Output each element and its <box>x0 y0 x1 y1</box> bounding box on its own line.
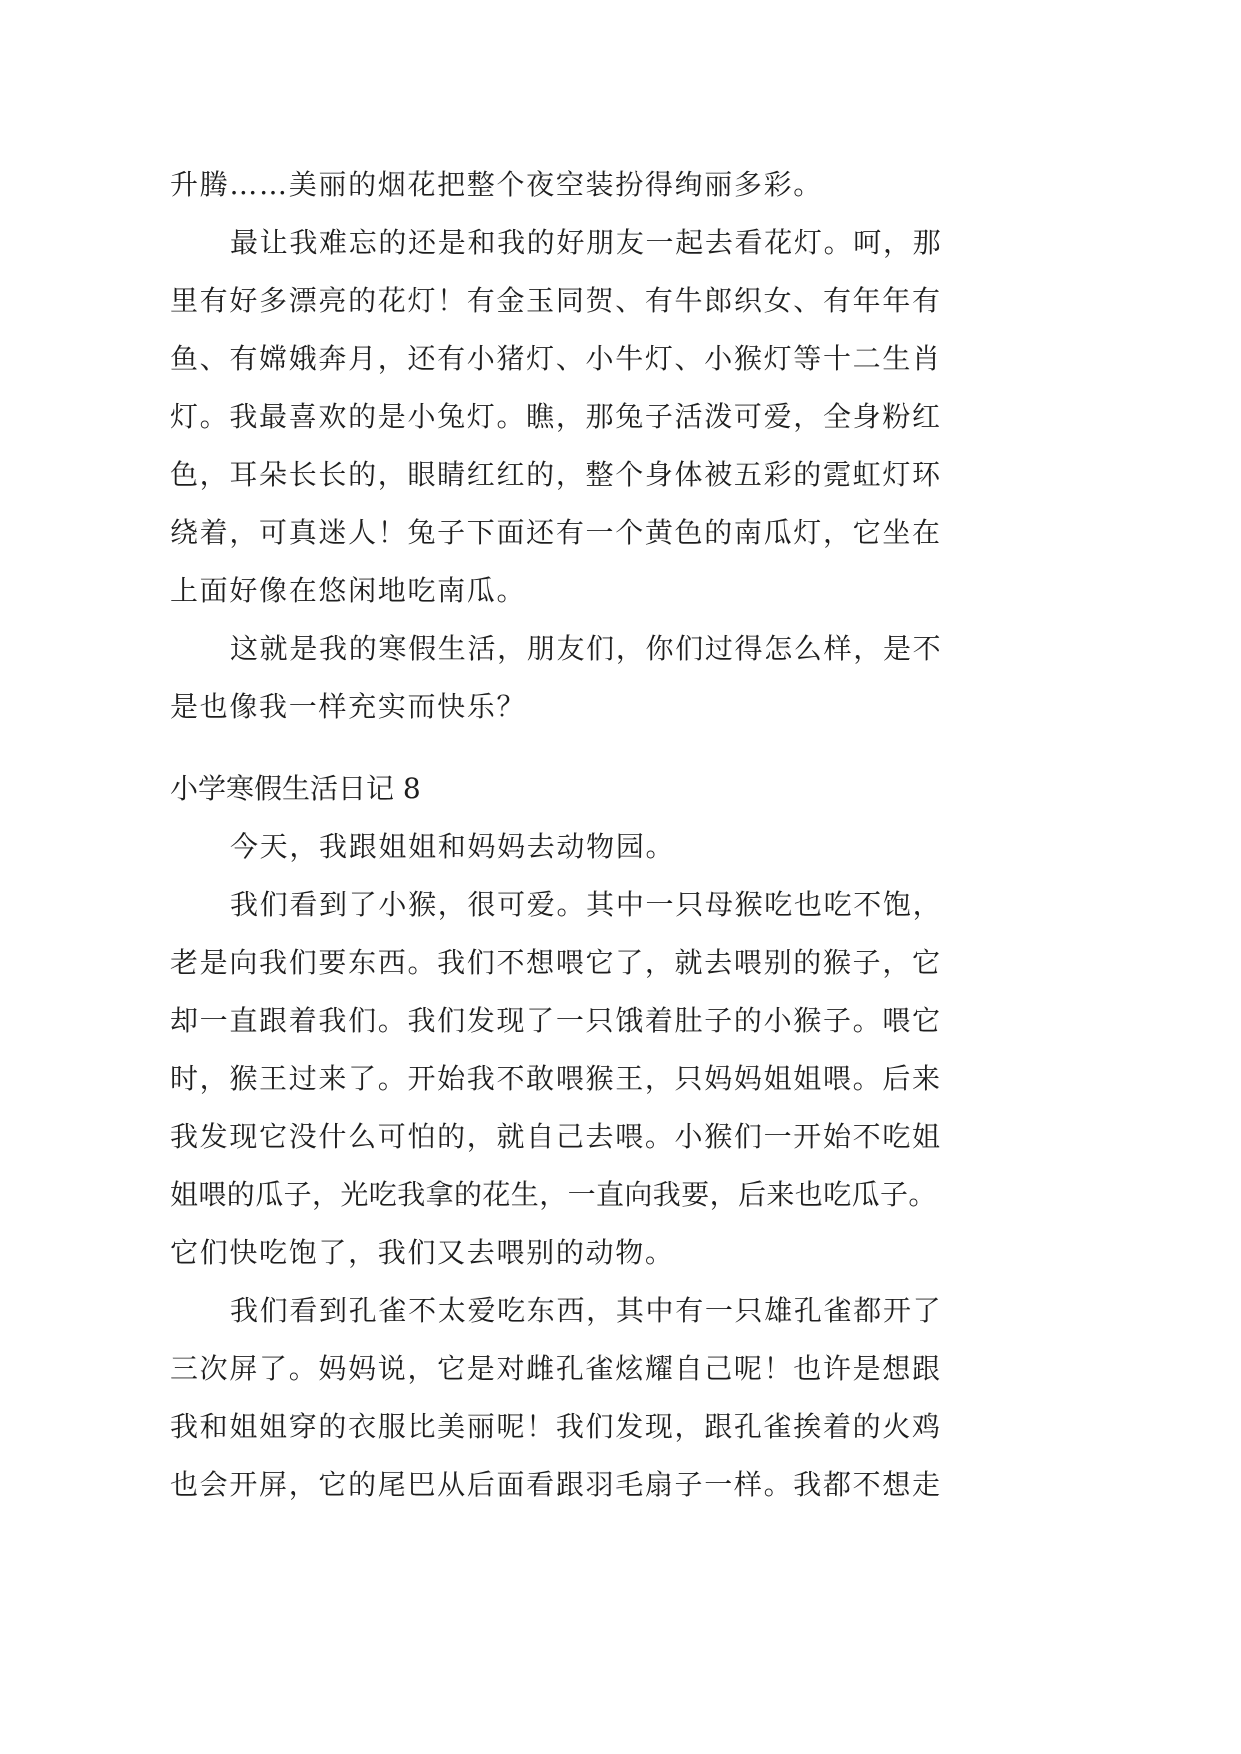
text-line: 灯。我最喜欢的是小兔灯。瞧，那兔子活泼可爱，全身粉红 <box>170 400 942 433</box>
paragraph <box>170 876 970 1282</box>
text-line: 我们看到孔雀不太爱吃东西，其中有一只雄孔雀都开了 <box>230 1294 943 1327</box>
text-line: 我和姐姐穿的衣服比美丽呢！我们发现，跟孔雀挨着的火鸡 <box>170 1410 942 1443</box>
text-line: 绕着，可真迷人！兔子下面还有一个黄色的南瓜灯，它坐在 <box>170 516 942 549</box>
paragraph <box>170 620 970 736</box>
diary-title: 小学寒假生活日记 8 <box>170 772 421 805</box>
text-line: 也会开屏，它的尾巴从后面看跟羽毛扇子一样。我都不想走 <box>170 1468 942 1501</box>
text-line: 这就是我的寒假生活，朋友们，你们过得怎么样，是不 <box>230 632 943 665</box>
text-column <box>170 156 970 1514</box>
text-line: 鱼、有嫦娥奔月，还有小猪灯、小牛灯、小猴灯等十二生肖 <box>170 342 942 375</box>
paragraph <box>170 1282 970 1514</box>
text-line: 姐喂的瓜子，光吃我拿的花生，一直向我要，后来也吃瓜子。 <box>170 1178 937 1211</box>
text-line: 今天，我跟姐姐和妈妈去动物园。 <box>230 830 676 863</box>
text-line: 我发现它没什么可怕的，就自己去喂。小猴们一开始不吃姐 <box>170 1120 942 1153</box>
text-line: 里有好多漂亮的花灯！有金玉同贺、有牛郎织女、有年年有 <box>170 284 942 317</box>
paragraph <box>170 156 970 214</box>
text-line: 时，猴王过来了。开始我不敢喂猴王，只妈妈姐姐喂。后来 <box>170 1062 942 1095</box>
text-line: 却一直跟着我们。我们发现了一只饿着肚子的小猴子。喂它 <box>170 1004 942 1037</box>
text-line: 它们快吃饱了，我们又去喂别的动物。 <box>170 1236 675 1269</box>
text-line: 上面好像在悠闲地吃南瓜。 <box>170 574 527 607</box>
text-line: 我们看到了小猴，很可爱。其中一只母猴吃也吃不饱， <box>230 888 943 921</box>
text-line: 升腾……美丽的烟花把整个夜空装扮得绚丽多彩。 <box>170 168 823 201</box>
text-line: 老是向我们要东西。我们不想喂它了，就去喂别的猴子，它 <box>170 946 942 979</box>
text-line: 三次屏了。妈妈说，它是对雌孔雀炫耀自己呢！也许是想跟 <box>170 1352 942 1385</box>
text-line: 最让我难忘的还是和我的好朋友一起去看花灯。呵，那 <box>230 226 943 259</box>
paragraph <box>170 214 970 620</box>
text-line: 是也像我一样充实而快乐？ <box>170 690 527 723</box>
paragraph <box>170 818 970 876</box>
text-line: 色，耳朵长长的，眼睛红红的，整个身体被五彩的霓虹灯环 <box>170 458 942 491</box>
